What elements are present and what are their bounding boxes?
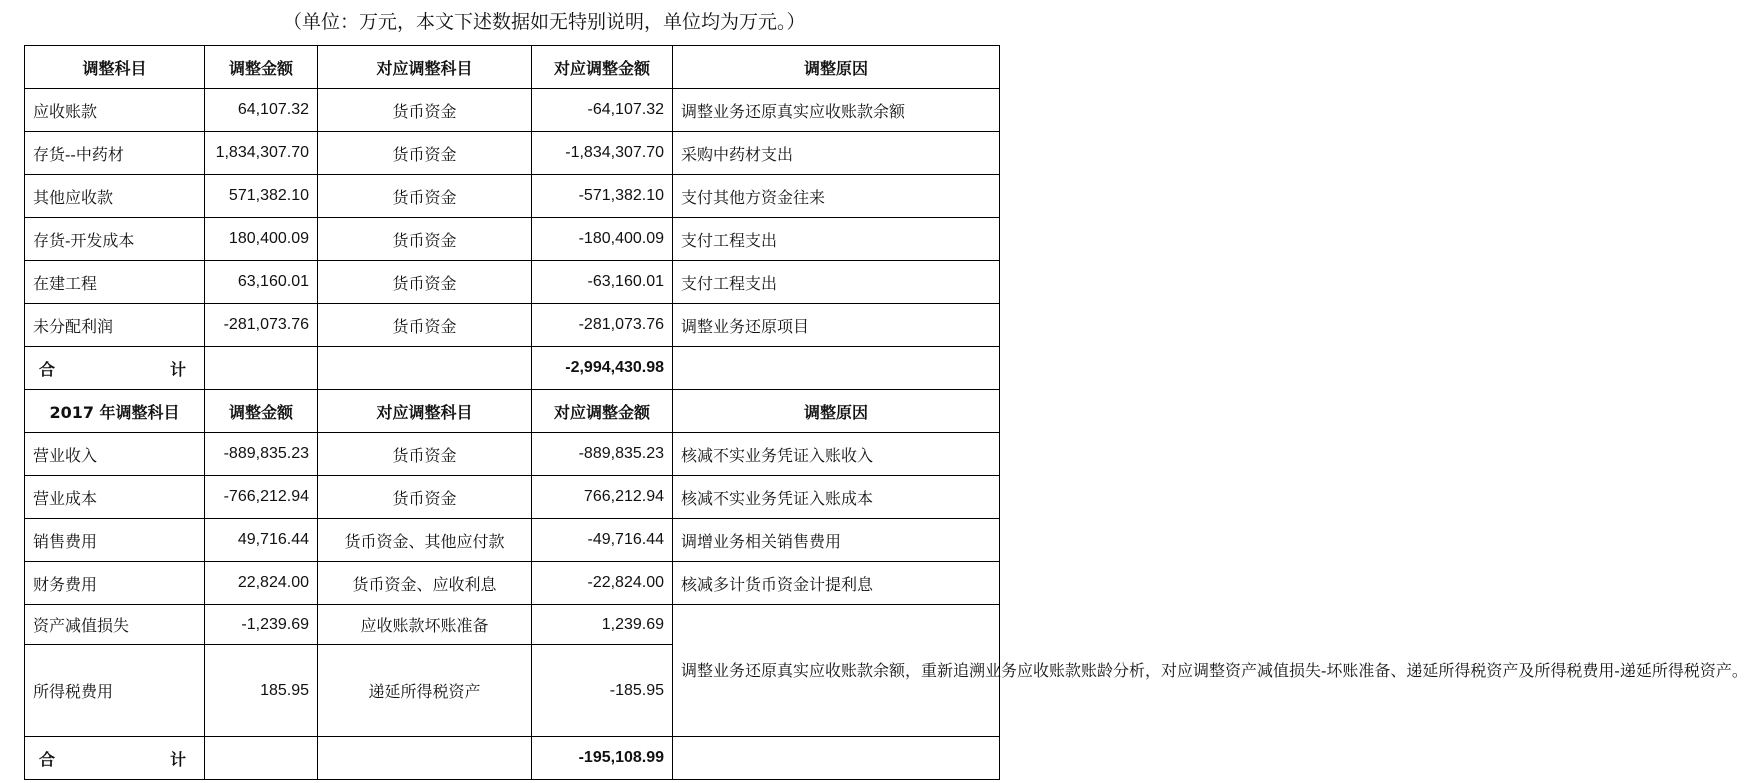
- total-row-1: [25, 347, 1000, 390]
- counter-amount-cell: -180,400.09: [532, 218, 673, 261]
- counter-amount-cell: -281,073.76: [532, 304, 673, 347]
- amount-cell: 180,400.09: [205, 218, 318, 261]
- reason-cell: 调整业务还原项目: [673, 304, 1000, 347]
- header-cell: 对应调整科目: [318, 46, 532, 89]
- header-cell: 调整原因: [673, 390, 1000, 433]
- amount-cell: 63,160.01: [205, 261, 318, 304]
- amount-cell: -1,239.69: [205, 605, 318, 645]
- reason-cell: 核减不实业务凭证入账收入: [673, 433, 1000, 476]
- reason-cell: 支付工程支出: [673, 261, 1000, 304]
- unit-note-text: （单位：万元，本文下述数据如无特别说明，单位均为万元。）: [283, 11, 806, 33]
- header-row-1: [25, 46, 1000, 89]
- reason-cell: 采购中药材支出: [673, 132, 1000, 175]
- subject-cell: 其他应收款: [25, 175, 205, 218]
- counter-subject-cell: 货币资金: [318, 132, 532, 175]
- total-label-a: 合: [39, 749, 56, 769]
- counter-subject-cell: 货币资金: [318, 433, 532, 476]
- empty-cell: [318, 737, 532, 780]
- counter-amount-cell: -571,382.10: [532, 175, 673, 218]
- table-row: [25, 175, 1000, 218]
- amount-cell: 185.95: [205, 645, 318, 737]
- total-row-2: [25, 737, 1000, 780]
- header-cell: 调整金额: [205, 390, 318, 433]
- counter-amount-cell: -64,107.32: [532, 89, 673, 132]
- subject-cell: 营业收入: [25, 433, 205, 476]
- counter-subject-cell: 货币资金: [318, 476, 532, 519]
- table-row: [25, 562, 1000, 605]
- counter-amount-cell: -63,160.01: [532, 261, 673, 304]
- amount-cell: 49,716.44: [205, 519, 318, 562]
- header-cell: 对应调整科目: [318, 390, 532, 433]
- total-label-b: 计: [169, 359, 186, 379]
- counter-subject-cell: 货币资金: [318, 218, 532, 261]
- subject-cell: 资产减值损失: [25, 605, 205, 645]
- amount-cell: -889,835.23: [205, 433, 318, 476]
- reason-cell: 支付工程支出: [673, 218, 1000, 261]
- counter-amount-cell: -49,716.44: [532, 519, 673, 562]
- reason-cell: 支付其他方资金往来: [673, 175, 1000, 218]
- reason-cell: 调增业务相关销售费用: [673, 519, 1000, 562]
- total-counter-amount: -2,994,430.98: [532, 347, 673, 390]
- table-row: [25, 261, 1000, 304]
- subject-cell: 销售费用: [25, 519, 205, 562]
- amount-cell: 64,107.32: [205, 89, 318, 132]
- reason-cell: 核减多计货币资金计提利息: [673, 562, 1000, 605]
- counter-subject-cell: 货币资金: [318, 304, 532, 347]
- total-label-a: 合: [39, 359, 56, 379]
- counter-subject-cell: 货币资金: [318, 175, 532, 218]
- adjustment-table: [24, 45, 1748, 780]
- subject-cell: 存货--中药材: [25, 132, 205, 175]
- counter-amount-cell: -185.95: [532, 645, 673, 737]
- amount-cell: 1,834,307.70: [205, 132, 318, 175]
- reason-cell: 调整业务还原真实应收账款余额: [673, 89, 1000, 132]
- counter-amount-cell: -889,835.23: [532, 433, 673, 476]
- table-row: [25, 218, 1000, 261]
- table-row: [25, 605, 1000, 645]
- subject-cell: 应收账款: [25, 89, 205, 132]
- header-cell: 2017 年调整科目: [25, 390, 205, 433]
- amount-cell: -281,073.76: [205, 304, 318, 347]
- table-row: [25, 132, 1000, 175]
- empty-cell: [318, 347, 532, 390]
- header-cell: 调整原因: [673, 46, 1000, 89]
- counter-amount-cell: 1,239.69: [532, 605, 673, 645]
- total-label-cell: [25, 737, 205, 780]
- subject-cell: 在建工程: [25, 261, 205, 304]
- header-cell: 调整金额: [205, 46, 318, 89]
- header-cell: 对应调整金额: [532, 390, 673, 433]
- counter-subject-cell: 货币资金、应收利息: [318, 562, 532, 605]
- reason-cell: 核减不实业务凭证入账成本: [673, 476, 1000, 519]
- empty-cell: [673, 347, 1000, 390]
- counter-subject-cell: 货币资金、其他应付款: [318, 519, 532, 562]
- total-label-cell: [25, 347, 205, 390]
- header-cell: 调整科目: [25, 46, 205, 89]
- table-row: [25, 304, 1000, 347]
- empty-cell: [205, 737, 318, 780]
- subject-cell: 所得税费用: [25, 645, 205, 737]
- header-row-2: [25, 390, 1000, 433]
- table-row: [25, 433, 1000, 476]
- empty-cell: [673, 737, 1000, 780]
- amount-cell: 571,382.10: [205, 175, 318, 218]
- table-row: [25, 476, 1000, 519]
- total-label-b: 计: [169, 749, 186, 769]
- unit-note: [0, 6, 1013, 38]
- table-row: [25, 89, 1000, 132]
- merged-reason-cell: 调整业务还原真实应收账款余额，重新追溯业务应收账款账龄分析，对应调整资产减值损失-坏账准备、递延所得税资产及所得税费用-递延所得税资产。: [673, 605, 1000, 737]
- subject-cell: 存货-开发成本: [25, 218, 205, 261]
- empty-cell: [205, 347, 318, 390]
- counter-subject-cell: 应收账款坏账准备: [318, 605, 532, 645]
- counter-subject-cell: 递延所得税资产: [318, 645, 532, 737]
- counter-subject-cell: 货币资金: [318, 261, 532, 304]
- subject-cell: 营业成本: [25, 476, 205, 519]
- counter-amount-cell: -22,824.00: [532, 562, 673, 605]
- subject-cell: 财务费用: [25, 562, 205, 605]
- subject-cell: 未分配利润: [25, 304, 205, 347]
- counter-amount-cell: 766,212.94: [532, 476, 673, 519]
- header-cell: 对应调整金额: [532, 46, 673, 89]
- amount-cell: -766,212.94: [205, 476, 318, 519]
- total-counter-amount: -195,108.99: [532, 737, 673, 780]
- counter-subject-cell: 货币资金: [318, 89, 532, 132]
- counter-amount-cell: -1,834,307.70: [532, 132, 673, 175]
- amount-cell: 22,824.00: [205, 562, 318, 605]
- table-row: [25, 519, 1000, 562]
